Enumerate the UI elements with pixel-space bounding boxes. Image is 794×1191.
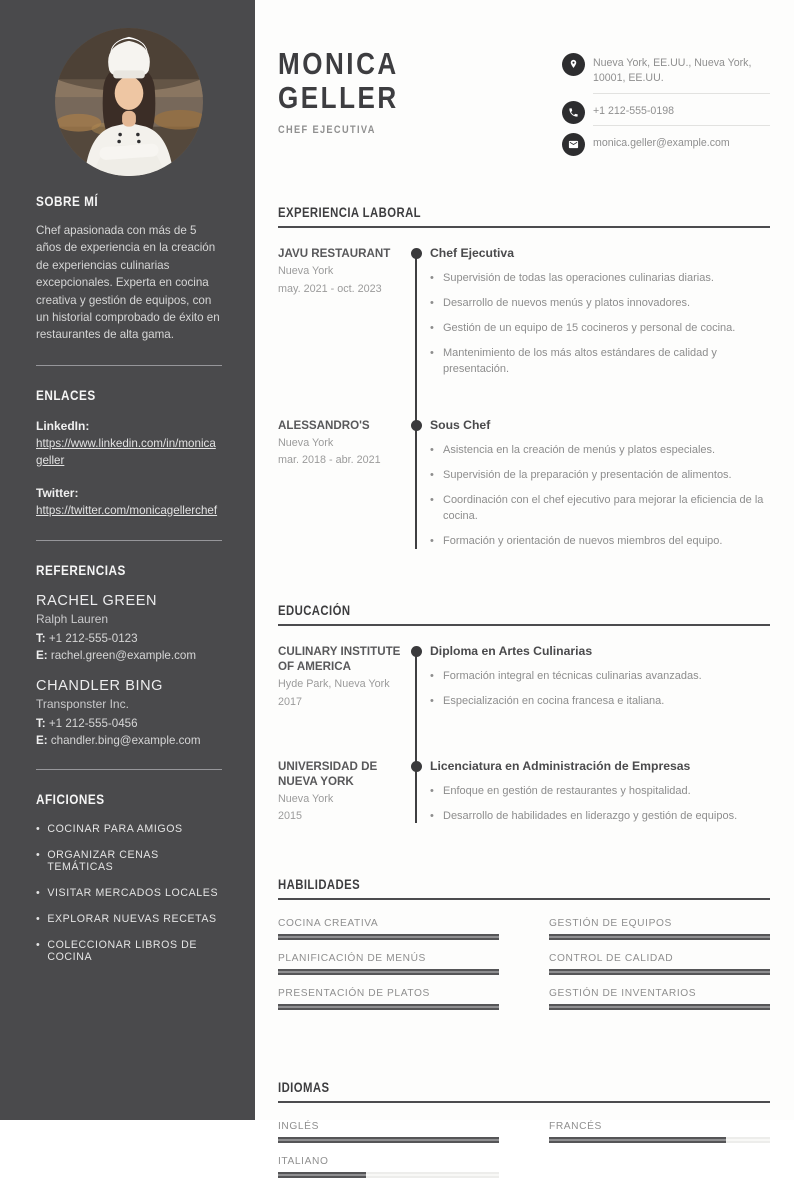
reference-phone: T: +1 212-555-0456 (36, 717, 138, 731)
languages-heading: IDIOMAS (278, 1080, 770, 1103)
experience-entry-detail (415, 246, 770, 387)
education-heading: EDUCACIÓN (278, 603, 770, 626)
position-title: Sous Chef (430, 418, 491, 432)
education-entry-meta (278, 644, 415, 719)
experience-bullet: • Desarrollo de nuevos menús y platos innovadores. (430, 296, 770, 312)
skill-label: GESTIÓN DE INVENTARIOS (549, 988, 697, 1000)
timeline-dot-icon (411, 420, 422, 431)
language-bar-track (278, 1137, 499, 1143)
timeline-dot-icon (411, 646, 422, 657)
position-title: Chef Ejecutiva (430, 246, 514, 261)
language-bar-fill (549, 1137, 726, 1143)
experience-bullet: • Supervisión de todas las operaciones culinarias diarias. (430, 271, 770, 287)
bullet-icon: • (430, 493, 434, 506)
bullet-icon: • (430, 809, 434, 822)
twitter-link[interactable]: https://twitter.com/monicagellerchef (36, 503, 218, 517)
bullet-icon: • (430, 784, 434, 797)
name-block (278, 47, 422, 136)
school-name: UNIVERSIDAD DE NUEVA YORK (278, 759, 378, 789)
skill-bar-fill (278, 969, 499, 975)
experience-heading: EXPERIENCIA LABORAL (278, 205, 770, 228)
main-content (255, 0, 794, 1168)
skill-label: GESTIÓN DE EQUIPOS (549, 918, 672, 930)
bullet-icon: • (36, 849, 41, 862)
language-bar-track (549, 1137, 770, 1143)
language-item (278, 1156, 499, 1178)
employment-dates: mar. 2018 - abr. 2021 (278, 454, 381, 467)
skill-item (278, 953, 499, 975)
contact-location (562, 53, 770, 94)
skill-item (549, 953, 770, 975)
link-label: LinkedIn: (36, 418, 90, 433)
skill-bar-track (549, 934, 770, 940)
contact-list (562, 47, 770, 165)
linkedin-link[interactable]: https://www.linkedin.com/in/monicageller (36, 436, 216, 468)
skill-label: COCINA CREATIVA (278, 918, 379, 930)
hobbies-title: AFICIONES (36, 791, 105, 808)
language-bar-track (278, 1172, 499, 1178)
sidebar (0, 0, 255, 1120)
sidebar-divider (36, 365, 222, 366)
timeline-dot-icon (411, 248, 422, 259)
education-bullet: • Desarrollo de habilidades en liderazgo y gestión de equipos. (430, 809, 770, 825)
references-section (36, 562, 222, 748)
company-name: ALESSANDRO'S (278, 419, 370, 432)
skill-item (278, 988, 499, 1010)
bullet-icon: • (430, 272, 434, 285)
school-location: Nueva York (278, 792, 334, 805)
link-label: Twitter: (36, 485, 79, 500)
skill-item (549, 988, 770, 1010)
skills-grid (278, 918, 770, 1023)
skill-bar-fill (549, 969, 770, 975)
experience-entry (278, 418, 770, 559)
education-entry (278, 644, 770, 719)
skill-label: PLANIFICACIÓN DE MENÚS (278, 953, 426, 965)
skill-bar-track (549, 1004, 770, 1010)
last-name: GELLER (278, 80, 399, 116)
first-name: MONICA (278, 46, 399, 81)
skill-bar-fill (549, 1004, 770, 1010)
language-label: FRANCÉS (549, 1121, 602, 1133)
experience-bullet: • Asistencia en la creación de menús y platos especiales. (430, 443, 770, 459)
reference-phone: T: +1 212-555-0123 (36, 631, 138, 645)
about-title: SOBRE MÍ (36, 193, 99, 209)
links-section (36, 387, 222, 519)
contact-phone (562, 101, 770, 127)
contact-phone-text: +1 212-555-0198 (593, 101, 770, 127)
about-text: Chef apasionada con más de 5 años de experiencia en la creación de experiencias culinarias excepcionales. Experta en cocina creativa y gestión de equipos, con un historial comprobado de éxito en restaurantes de alta gama. (36, 224, 220, 342)
education-bullet: • Enfoque en gestión de restaurantes y hospitalidad. (430, 784, 770, 800)
skill-bar-fill (549, 934, 770, 940)
education-dates: 2017 (278, 695, 303, 708)
contact-email-text: monica.geller@example.com (593, 137, 730, 150)
job-title: CHEF EJECUTIVA (278, 124, 376, 137)
school-location: Hyde Park, Nueva York (278, 677, 390, 690)
experience-entry (278, 246, 770, 387)
location-pin-icon (562, 53, 585, 76)
language-item (278, 1121, 499, 1143)
skill-item (549, 918, 770, 940)
bullet-icon: • (430, 669, 434, 682)
reference-email: E: rachel.green@example.com (36, 648, 196, 662)
bullet-icon: • (36, 887, 41, 900)
company-location: Nueva York (278, 436, 334, 449)
experience-entry-meta (278, 246, 415, 387)
skill-bar-track (278, 934, 499, 940)
hobby-item: • ORGANIZAR CENAS TEMÁTICAS (36, 849, 159, 874)
education-dates: 2015 (278, 810, 303, 823)
language-bar-fill (278, 1137, 499, 1143)
education-bullet: • Formación integral en técnicas culinarias avanzadas. (430, 669, 770, 685)
school-name: CULINARY INSTITUTE OF AMERICA (278, 644, 401, 674)
experience-timeline (278, 246, 770, 558)
experience-bullet: • Coordinación con el chef ejecutivo para mejorar la eficiencia de la cocina. (430, 493, 770, 525)
skill-label: PRESENTACIÓN DE PLATOS (278, 988, 430, 1000)
company-location: Nueva York (278, 264, 334, 277)
avatar (55, 28, 203, 176)
education-bullet: • Especialización en cocina francesa e italiana. (430, 694, 770, 710)
experience-bullet: • Supervisión de la preparación y presentación de alimentos. (430, 468, 770, 484)
reference-entry (36, 678, 222, 748)
experience-bullet: • Gestión de un equipo de 15 cocineros y personal de cocina. (430, 321, 770, 337)
reference-name: CHANDLER BING (36, 678, 164, 695)
header (278, 47, 770, 165)
reference-company: Ralph Lauren (36, 611, 109, 626)
reference-company: Transponster Inc. (36, 697, 129, 712)
language-bar-fill (278, 1172, 366, 1178)
bullet-icon: • (430, 322, 434, 335)
skill-item (278, 918, 499, 940)
about-section (36, 193, 222, 344)
skill-bar-fill (278, 1004, 499, 1010)
education-section (278, 603, 770, 834)
bullet-icon: • (430, 347, 434, 360)
skill-bar-track (278, 1004, 499, 1010)
experience-bullet: • Formación y orientación de nuevos miembros del equipo. (430, 534, 770, 550)
skill-bar-track (549, 969, 770, 975)
reference-email: E: chandler.bing@example.com (36, 734, 201, 748)
experience-entry-meta (278, 418, 415, 559)
hobby-item: • COCINAR PARA AMIGOS (36, 823, 183, 836)
languages-grid (278, 1121, 770, 1191)
skill-bar-fill (278, 934, 499, 940)
skill-label: CONTROL DE CALIDAD (549, 953, 674, 965)
hobby-list (36, 823, 222, 963)
languages-section (278, 1080, 770, 1191)
language-item (549, 1121, 770, 1143)
links-title: ENLACES (36, 386, 96, 403)
experience-bullet: • Mantenimiento de los más altos estándares de calidad y presentación. (430, 346, 770, 378)
education-entry-meta (278, 759, 415, 834)
email-icon (562, 133, 585, 156)
bullet-icon: • (36, 913, 41, 926)
bullet-icon: • (36, 939, 41, 952)
education-entry-detail (415, 644, 770, 719)
education-entry (278, 759, 770, 834)
bullet-icon: • (430, 444, 434, 456)
chef-portrait-illustration (55, 28, 203, 176)
link-item-twitter (36, 486, 222, 519)
skill-bar-track (278, 969, 499, 975)
hobby-item: • EXPLORAR NUEVAS RECETAS (36, 913, 217, 926)
bullet-icon: • (430, 694, 434, 707)
skills-heading: HABILIDADES (278, 877, 770, 900)
bullet-icon: • (430, 468, 434, 481)
bullet-icon: • (36, 823, 41, 836)
phone-icon (562, 101, 585, 124)
references-title: REFERENCIAS (36, 561, 126, 578)
link-item-linkedin (36, 419, 222, 470)
hobby-item: • VISITAR MERCADOS LOCALES (36, 887, 219, 900)
hobby-item: • COLECCIONAR LIBROS DE COCINA (36, 939, 198, 964)
experience-section (278, 205, 770, 558)
skills-section (278, 877, 770, 1023)
language-label: ITALIANO (278, 1156, 329, 1168)
education-entry-detail (415, 759, 770, 834)
degree-title: Licenciatura en Administración de Empresas (430, 758, 691, 773)
hobbies-section (36, 791, 222, 963)
bullet-icon: • (430, 534, 434, 547)
company-name: JAVU RESTAURANT (278, 247, 391, 261)
sidebar-divider (36, 540, 222, 541)
experience-entry-detail (415, 418, 770, 559)
education-timeline (278, 644, 770, 834)
employment-dates: may. 2021 - oct. 2023 (278, 282, 382, 295)
contact-email (562, 133, 770, 158)
degree-title: Diploma en Artes Culinarias (430, 643, 593, 658)
language-label: INGLÉS (278, 1121, 319, 1133)
bullet-icon: • (430, 297, 434, 310)
timeline-dot-icon (411, 761, 422, 772)
reference-name: RACHEL GREEN (36, 592, 158, 609)
reference-entry (36, 593, 222, 663)
contact-location-text: Nueva York, EE.UU., Nueva York, 10001, EE.UU. (593, 53, 770, 94)
sidebar-divider (36, 769, 222, 770)
